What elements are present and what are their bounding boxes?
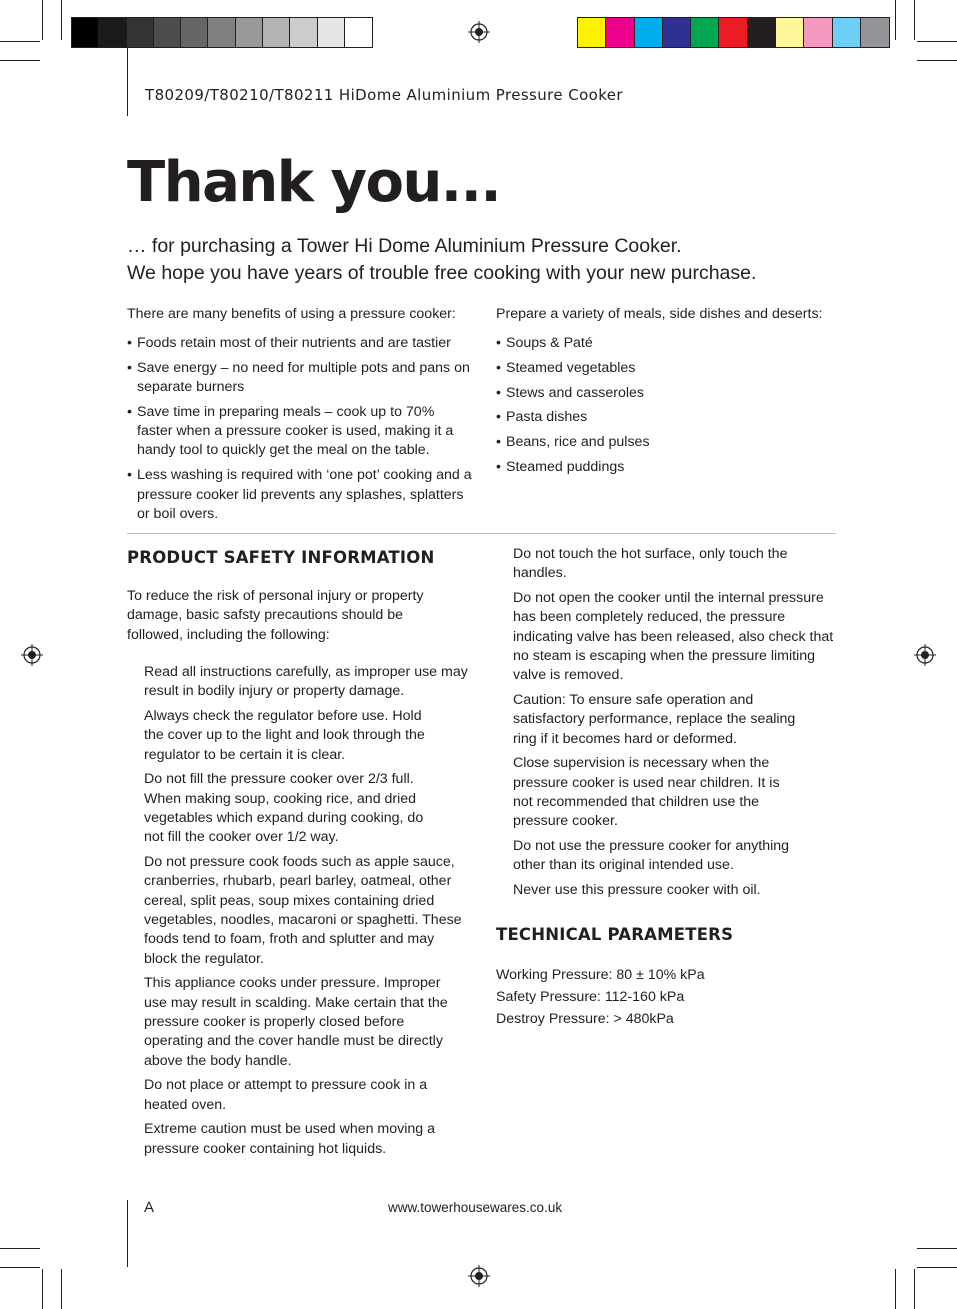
website-link[interactable]: www.towerhousewares.co.uk	[388, 1200, 563, 1215]
technical-section	[496, 925, 841, 1030]
grey-swatch	[127, 18, 154, 47]
list-item: Close supervision is necessary when the pressure cooker is used near children. It is not recommended that children use the pressure cooker.	[513, 755, 780, 830]
greyscale-calibration-bar	[71, 17, 373, 48]
crop-mark	[42, 0, 43, 40]
list-item: Extreme caution must be used when moving a pressure cooker containing hot liquids.	[144, 1121, 435, 1157]
registration-mark-icon	[468, 1265, 490, 1287]
crop-mark	[917, 1267, 957, 1268]
color-swatch	[663, 18, 691, 47]
registration-mark-icon	[468, 21, 490, 43]
crop-mark	[61, 0, 62, 40]
grey-swatch	[181, 18, 208, 47]
color-swatch	[606, 18, 634, 47]
meals-list	[496, 334, 841, 477]
color-calibration-bar	[577, 17, 890, 48]
grey-swatch	[345, 18, 372, 47]
list-item: Do not use the pressure cooker for anything other than its original intended use.	[513, 838, 790, 874]
registration-mark-icon	[21, 644, 43, 666]
color-swatch	[691, 18, 719, 47]
color-swatch	[635, 18, 663, 47]
list-item: Always check the regulator before use. Hold the cover up to the light and look through the regulator to be certain it is clear.	[144, 707, 425, 763]
safety-intro: To reduce the risk of personal injury or property damage, basic safsty precautions should be followed, including the following:	[127, 588, 424, 643]
list-item: Do not open the cooker until the internal pressure has been completely reduced, the pressure indicating valve has been released, also check that no steam is escaping when the pressure limiting valve is removed.	[513, 590, 834, 684]
list-item: • Pasta dishes	[496, 408, 841, 427]
safety-list-right	[513, 545, 841, 906]
crop-mark	[0, 1248, 40, 1249]
list-item: Never use this pressure cooker with oil.	[513, 882, 761, 899]
grey-swatch	[318, 18, 345, 47]
list-item: • Less washing is required with ‘one pot’ cooking and a pressure cooker lid prevents any splashes, splatters or boil overs.	[127, 466, 472, 524]
list-item: • Steamed vegetables	[496, 359, 841, 378]
list-item: • Stews and casseroles	[496, 384, 841, 403]
list-item: Do not pressure cook foods such as apple sauce, cranberries, rhubarb, pearl barley, oatmeal, other cereal, split peas, soup mixes containing dried vegetables, noodles, macaroni or spaghetti. These foods tend to foam, froth and splutter and may block the regulator.	[144, 854, 462, 967]
grey-swatch	[154, 18, 181, 47]
crop-mark	[0, 1267, 40, 1268]
color-swatch	[719, 18, 747, 47]
model-title: T80209/T80210/T80211 HiDome Aluminium Pressure Cooker	[145, 86, 623, 104]
footer-rule	[127, 1200, 128, 1267]
benefits-heading: There are many benefits of using a pressure cooker:	[127, 306, 456, 322]
crop-mark	[914, 0, 915, 40]
list-item: • Soups & Paté	[496, 334, 841, 353]
crop-mark	[895, 0, 896, 40]
destroy-pressure: Destroy Pressure: > 480kPa	[496, 1011, 674, 1027]
page-letter: A	[144, 1199, 155, 1216]
grey-swatch	[99, 18, 126, 47]
registration-mark-icon	[914, 644, 936, 666]
crop-mark	[917, 60, 957, 61]
grey-swatch	[208, 18, 235, 47]
safety-heading: PRODUCT SAFETY INFORMATION	[127, 548, 435, 567]
grey-swatch	[72, 18, 99, 47]
list-item: Read all instructions carefully, as improper use may result in bodily injury or property damage.	[144, 663, 468, 700]
crop-mark	[42, 1269, 43, 1309]
safety-list-left	[127, 663, 469, 1159]
color-swatch	[748, 18, 776, 47]
crop-mark	[914, 1269, 915, 1309]
intro-line-1: … for purchasing a Tower Hi Dome Aluminium Pressure Cooker.	[127, 235, 682, 257]
safety-pressure: Safety Pressure: 112-160 kPa	[496, 989, 685, 1005]
grey-swatch	[263, 18, 290, 47]
crop-mark	[917, 1248, 957, 1249]
color-swatch	[861, 18, 889, 47]
crop-mark	[0, 60, 40, 61]
list-item: Do not place or attempt to pressure cook in a heated oven.	[144, 1077, 428, 1113]
crop-mark	[895, 1269, 896, 1309]
list-item: This appliance cooks under pressure. Improper use may result in scalding. Make certain that the pressure cooker is properly closed before operating and the cover handle must be directly above the body handle.	[144, 975, 448, 1069]
section-divider	[127, 533, 836, 534]
grey-swatch	[290, 18, 317, 47]
crop-mark	[61, 1269, 62, 1309]
intro-text	[127, 233, 756, 287]
grey-swatch	[236, 18, 263, 47]
working-pressure: Working Pressure: 80 ± 10% kPa	[496, 967, 705, 983]
header-rule	[127, 48, 128, 116]
crop-mark	[917, 41, 957, 42]
list-item: Do not touch the hot surface, only touch the handles.	[513, 546, 788, 582]
list-item: • Foods retain most of their nutrients and are tastier	[127, 334, 472, 353]
list-item: • Save time in preparing meals – cook up to 70% faster when a pressure cooker is used, making it a handy tool to quickly get the meal on the table.	[127, 403, 472, 461]
color-swatch	[833, 18, 861, 47]
color-swatch	[578, 18, 606, 47]
color-swatch	[804, 18, 832, 47]
list-item: • Beans, rice and pulses	[496, 433, 841, 452]
list-item: Caution: To ensure safe operation and satisfactory performance, replace the sealing ring if it becomes hard or deformed.	[513, 692, 796, 747]
list-item: • Steamed puddings	[496, 458, 841, 477]
meals-heading: Prepare a variety of meals, side dishes and deserts:	[496, 306, 823, 322]
crop-mark	[0, 41, 40, 42]
list-item: Do not fill the pressure cooker over 2/3 full. When making soup, cooking rice, and dried vegetables which expand during cooking, do not fill the cooker over 1/2 way.	[144, 771, 424, 846]
benefits-list	[127, 334, 472, 524]
technical-heading: TECHNICAL PARAMETERS	[496, 925, 734, 944]
list-item: • Save energy – no need for multiple pots and pans on separate burners	[127, 359, 472, 398]
color-swatch	[776, 18, 804, 47]
page-title: Thank you...	[127, 150, 501, 215]
meals-section	[496, 306, 841, 483]
safety-section	[127, 548, 472, 1165]
intro-line-2: We hope you have years of trouble free cooking with your new purchase.	[127, 262, 757, 284]
benefits-section	[127, 306, 472, 530]
